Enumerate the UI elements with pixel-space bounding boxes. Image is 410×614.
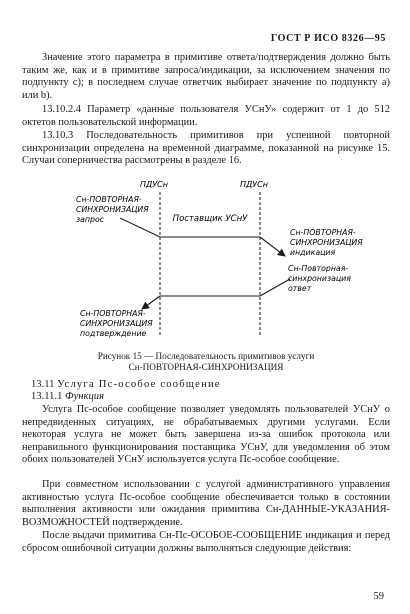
request-label-line-1: Сн-ПОВТОРНАЯ-	[76, 195, 142, 204]
paragraph-13-11-1-a: Услуга Пс-особое сообщение позволяет уведомлять пользователей УСнУ о непредвиденных ситуациях, не обрабатываемых другими услугами. Если некоторая услуга не может быть завершена из-за ошибок протокола или неправильного функционирования поставщика УСнУ, для уведомления об этом обоих пользователей УСнУ используется услуга Пс-особое сообщение.	[22, 404, 390, 466]
left-column-label: ПДУСн	[140, 180, 168, 189]
request-label	[76, 195, 151, 224]
provider-label: Поставщик УСнУ	[172, 214, 248, 224]
response-label	[288, 264, 353, 293]
section-13-11-1-number: 13.11.1	[31, 391, 63, 402]
indication-arrow-out	[260, 237, 285, 256]
section-13-11-1-heading	[31, 390, 104, 403]
paragraph-13-11-1-c: После выдачи примитива Сн-Пс-ОСОБОЕ-СООБЩЕНИЕ индикация и перед сбросом ошибочной ситуации должны выполняться следующие действия:	[22, 530, 390, 554]
request-arrow-in	[120, 218, 160, 237]
response-label-line-2: синхронизация	[288, 274, 351, 283]
indication-label-line-2: СИНХРОНИЗАЦИЯ	[290, 238, 363, 247]
response-label-line-1: Сн-Повторная-	[288, 264, 349, 273]
right-column-label: ПДУСн	[240, 180, 268, 189]
response-label-line-3: ответ	[288, 284, 312, 293]
confirm-label-line-2: СИНХРОНИЗАЦИЯ	[80, 319, 153, 328]
request-label-line-3: запрос	[76, 215, 105, 224]
section-13-11-1-title: Функция	[65, 391, 104, 402]
indication-label-line-1: Сн-ПОВТОРНАЯ-	[290, 228, 356, 237]
response-arrow-in	[260, 279, 290, 296]
indication-label-line-3: индикация	[290, 248, 336, 257]
sequence-diagram	[0, 178, 410, 348]
section-13-11-number: 13.11	[31, 379, 55, 390]
figure-caption-line-2: Сн-ПОВТОРНАЯ-СИНХРОНИЗАЦИЯ	[128, 362, 284, 372]
confirm-label	[80, 309, 155, 338]
page-header: ГОСТ Р ИСО 8326—95	[270, 33, 386, 44]
indication-label	[290, 228, 365, 257]
confirm-label-line-3: подтверждение	[80, 329, 147, 338]
request-label-line-2: СИНХРОНИЗАЦИЯ	[76, 205, 149, 214]
paragraph-13-10-3: 13.10.3 Последовательность примитивов при успешной повторной синхронизации определена на временной диаграмме, показанной на рисунке 15. Случаи соперничества рассмотрены в разделе 16.	[22, 130, 390, 167]
section-13-11-title: Услуга Пс-особое сообщение	[57, 379, 221, 390]
intro-paragraph: Значение этого параметра в примитиве ответа/подтверждения должно быть таким же, как и в примитиве запроса/индикации, за исключением значения по подпункту c); в последнем случае ответчик выбирает значение по подпункту а) или b).	[22, 52, 390, 101]
confirm-label-line-1: Сн-ПОВТОРНАЯ-	[80, 309, 146, 318]
paragraph-13-11-1-b: При совместном использовании с услугой административного управления активностью услуга Пс-особое сообщение обеспечивается только в состоянии выполнения активности или ожидания примитива Сн-ДАННЫЕ-УКАЗАНИЯ-ВОЗМОЖНОСТЕЙ подтверждение.	[22, 479, 390, 528]
page-number: 59	[373, 591, 384, 602]
figure-caption-line-1: Рисунок 15 — Последовательность примитивов услуги	[97, 351, 315, 361]
confirm-arrow-out	[142, 296, 160, 309]
paragraph-13-10-2-4: 13.10.2.4 Параметр «данные пользователя УСнУ» содержит от 1 до 512 октетов пользовательской информации.	[22, 104, 390, 128]
